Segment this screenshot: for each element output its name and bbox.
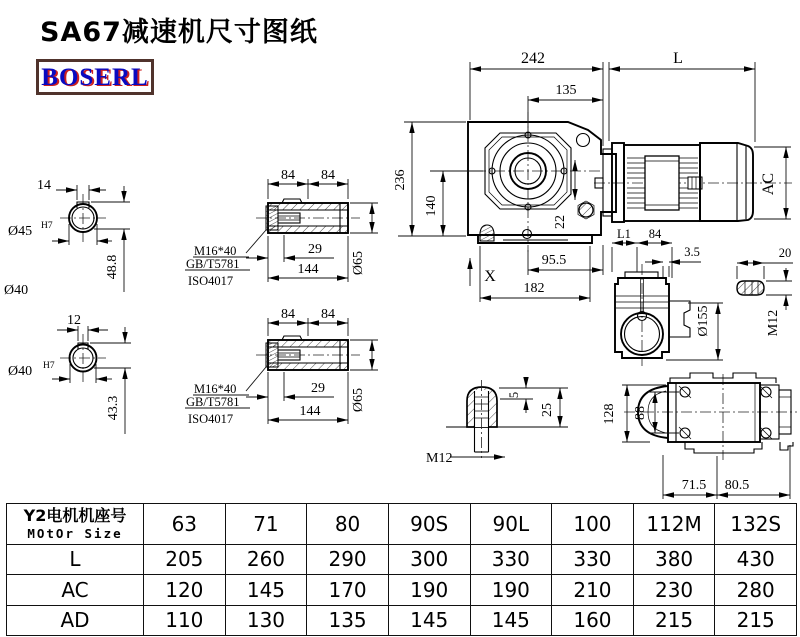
dim-shaft2-key: 29 (311, 381, 325, 396)
dim-detail-len: 25 (540, 403, 555, 417)
dim-shaft2-seg1: 84 (281, 307, 295, 322)
dim-hub2-bore-tol: H7 (43, 361, 55, 371)
table-header-row (7, 504, 797, 545)
table-row-L (7, 544, 797, 574)
dim-flange-offset: 135 (555, 83, 577, 98)
view-bottom (602, 373, 797, 499)
cell: 330 (552, 544, 634, 574)
cell: 120 (144, 575, 226, 605)
view-hub-top (4, 178, 130, 298)
dim-detail-thread: M12 (426, 451, 453, 466)
dim-hub1-keyway: 14 (37, 178, 51, 193)
row-label-L: L (7, 544, 144, 574)
label-bolt2-spec: M16*40 (194, 382, 237, 396)
cell: 160 (552, 605, 634, 635)
spec-table (6, 503, 797, 636)
dim-shaft2-seg2: 84 (321, 307, 335, 322)
size-112M: 112M (633, 504, 715, 545)
label-bolt-spec: M16*40 (194, 244, 237, 258)
row-label-AD: AD (7, 605, 144, 635)
cell: 210 (552, 575, 634, 605)
dim-base-len: 182 (523, 281, 545, 296)
size-132S: 132S (715, 504, 797, 545)
dim-bottom-len1: 71.5 (681, 478, 707, 493)
dim-side-thread: M12 (766, 309, 781, 337)
dim-hub1-bore: Ø45 (8, 224, 33, 239)
header-cell (7, 504, 144, 545)
brand-logo (36, 59, 154, 95)
cell: 280 (715, 575, 797, 605)
cell: 190 (470, 575, 552, 605)
size-90L: 90L (470, 504, 552, 545)
dim-shaft-seg2: 84 (321, 168, 335, 183)
dim-bolt-span: 95.5 (541, 253, 567, 268)
label-bolt2-std2: ISO4017 (188, 412, 234, 426)
view-detail (426, 377, 568, 466)
brand-logo-text: BOSERL (41, 63, 149, 91)
size-71: 71 (225, 504, 307, 545)
view-hub-bottom (8, 313, 131, 434)
cell: 380 (633, 544, 715, 574)
view-main (393, 50, 792, 302)
dim-flange-dia: Ø155 (696, 305, 711, 337)
dim-shaft-len: 144 (297, 262, 319, 277)
size-80: 80 (307, 504, 389, 545)
dim-shaft-dia: Ø65 (351, 250, 366, 276)
dim-hub1-bore-tol: H7 (41, 221, 53, 231)
size-63: 63 (144, 504, 226, 545)
dim-shaft2-len: 144 (299, 404, 321, 419)
dim-hub1-depth: 48.8 (105, 254, 120, 280)
cell: 260 (225, 544, 307, 574)
dim-main-height: 236 (393, 169, 408, 191)
dim-side-l1: L1 (617, 227, 631, 241)
dim-center-height: 140 (424, 195, 439, 217)
table-row-AC (7, 575, 797, 605)
cell: 300 (388, 544, 470, 574)
label-bolt2-std1: GB/T5781 (186, 395, 240, 409)
dim-bottom-len2: 80.5 (724, 478, 750, 493)
dim-flange-step: 22 (553, 215, 568, 229)
cell: 145 (225, 575, 307, 605)
header-en: MOtOr Size (27, 525, 123, 541)
dim-hub2-keyway: 12 (67, 313, 81, 328)
cell: 290 (307, 544, 389, 574)
dim-shaft2-dia: Ø65 (351, 387, 366, 413)
dim-key-len: 20 (778, 246, 792, 260)
dim-hub2-depth: 43.3 (106, 395, 121, 421)
cell: 230 (633, 575, 715, 605)
bolt-holes (679, 386, 772, 439)
cell: 145 (470, 605, 552, 635)
page-title: SA67减速机尺寸图纸 (40, 17, 318, 48)
dim-hub2-bore: Ø40 (8, 364, 33, 379)
view-shaft-bottom (185, 307, 378, 426)
cell: 330 (470, 544, 552, 574)
cell: 215 (715, 605, 797, 635)
size-90S: 90S (388, 504, 470, 545)
cell: 215 (633, 605, 715, 635)
cell: 110 (144, 605, 226, 635)
view-side (612, 227, 723, 366)
dim-side-len: 84 (648, 227, 662, 241)
dim-motor-dia: AC (760, 172, 777, 196)
label-x-mark: X (484, 268, 496, 285)
row-label-AC: AC (7, 575, 144, 605)
dim-main-width: 242 (521, 50, 545, 67)
dim-side-gap: 3.5 (684, 245, 700, 259)
cell: 170 (307, 575, 389, 605)
dim-shaft-key: 29 (308, 242, 322, 257)
cell: 145 (388, 605, 470, 635)
label-bolt-std2: ISO4017 (188, 274, 234, 288)
size-100: 100 (552, 504, 634, 545)
label-hub1-od: Ø40 (4, 283, 29, 298)
dim-shaft-seg1: 84 (281, 168, 295, 183)
cell: 190 (388, 575, 470, 605)
cell: 430 (715, 544, 797, 574)
cell: 205 (144, 544, 226, 574)
view-key (737, 246, 793, 336)
cell: 130 (225, 605, 307, 635)
cell: 135 (307, 605, 389, 635)
header-cn: Y2电机机座号 (23, 506, 127, 526)
dim-detail-depth: 5 (507, 391, 521, 399)
view-shaft-top (185, 168, 378, 288)
dim-bottom-span: 88 (633, 406, 648, 420)
table-row-AD (7, 605, 797, 635)
dim-motor-len: L (673, 50, 683, 67)
dim-bottom-width: 128 (602, 403, 617, 425)
label-bolt-std1: GB/T5781 (186, 257, 240, 271)
